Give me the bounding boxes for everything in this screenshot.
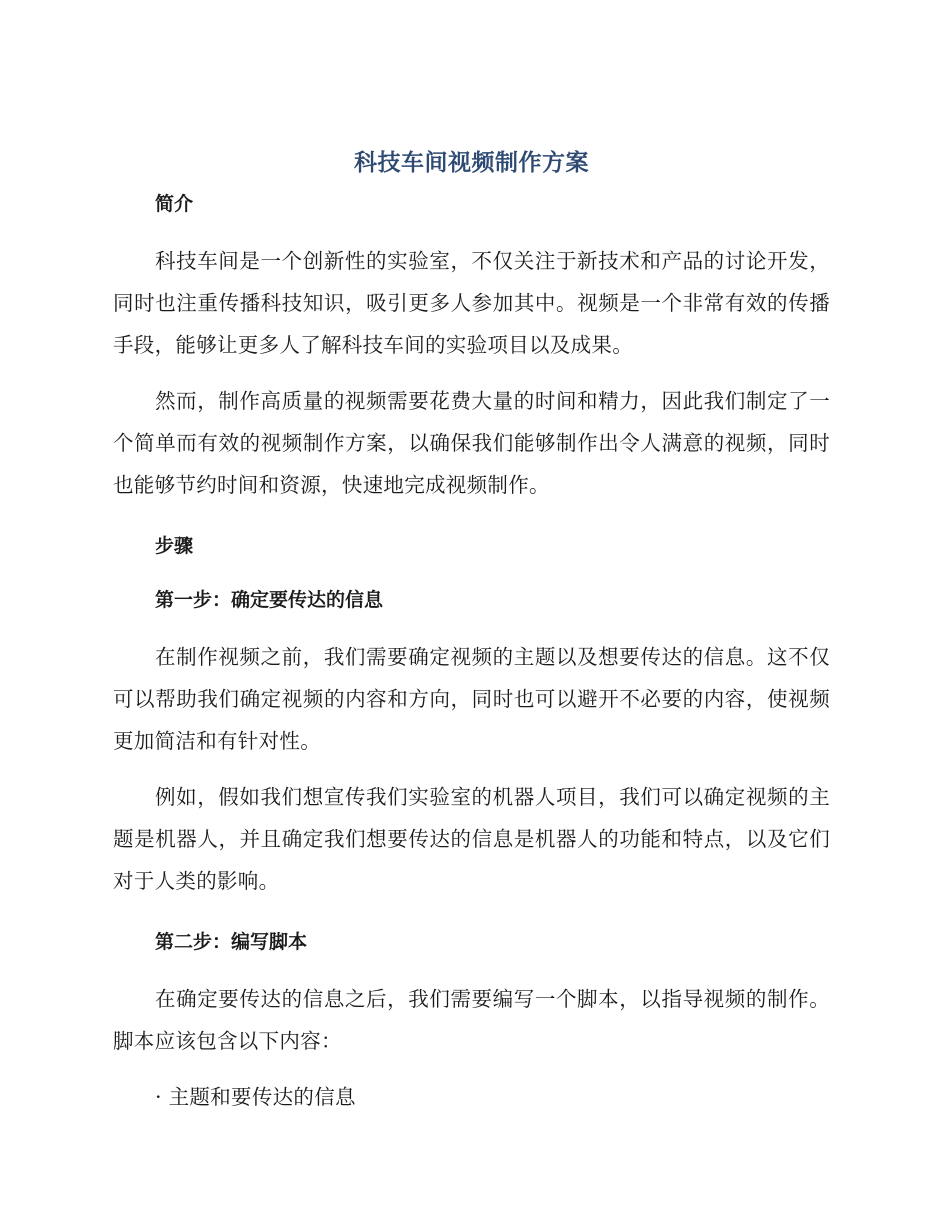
step1-heading: 第一步：确定要传达的信息 <box>155 589 384 611</box>
step1-paragraph-2: 例如，假如我们想宣传我们实验室的机器人项目，我们可以确定视频的主题是机器人，并且确定我们想要传达的信息是机器人的功能和特点，以及它们对于人类的影响。 <box>113 785 830 893</box>
document-body <box>113 140 830 1118</box>
intro-heading: 简介 <box>155 193 194 215</box>
intro-paragraph-1: 科技车间是一个创新性的实验室，不仅关注于新技术和产品的讨论开发，同时也注重传播科技知识，吸引更多人参加其中。视频是一个非常有效的传播手段，能够让更多人了解科技车间的实验项目以及成果。 <box>113 249 830 357</box>
steps-heading: 步骤 <box>155 535 194 557</box>
step2-heading: 第二步：编写脚本 <box>155 931 308 953</box>
intro-paragraph-2: 然而，制作高质量的视频需要花费大量的时间和精力，因此我们制定了一个简单而有效的视频制作方案，以确保我们能够制作出令人满意的视频，同时也能够节约时间和资源，快速地完成视频制作。 <box>113 389 830 497</box>
step2-paragraph-1: 在确定要传达的信息之后，我们需要编写一个脚本，以指导视频的制作。脚本应该包含以下内容： <box>113 987 830 1053</box>
document-title: 科技车间视频制作方案 <box>354 150 589 176</box>
step2-bullet-item: · 主题和要传达的信息 <box>155 1085 356 1109</box>
step1-paragraph-1: 在制作视频之前，我们需要确定视频的主题以及想要传达的信息。这不仅可以帮助我们确定视频的内容和方向，同时也可以避开不必要的内容，使视频更加简洁和有针对性。 <box>113 645 830 753</box>
